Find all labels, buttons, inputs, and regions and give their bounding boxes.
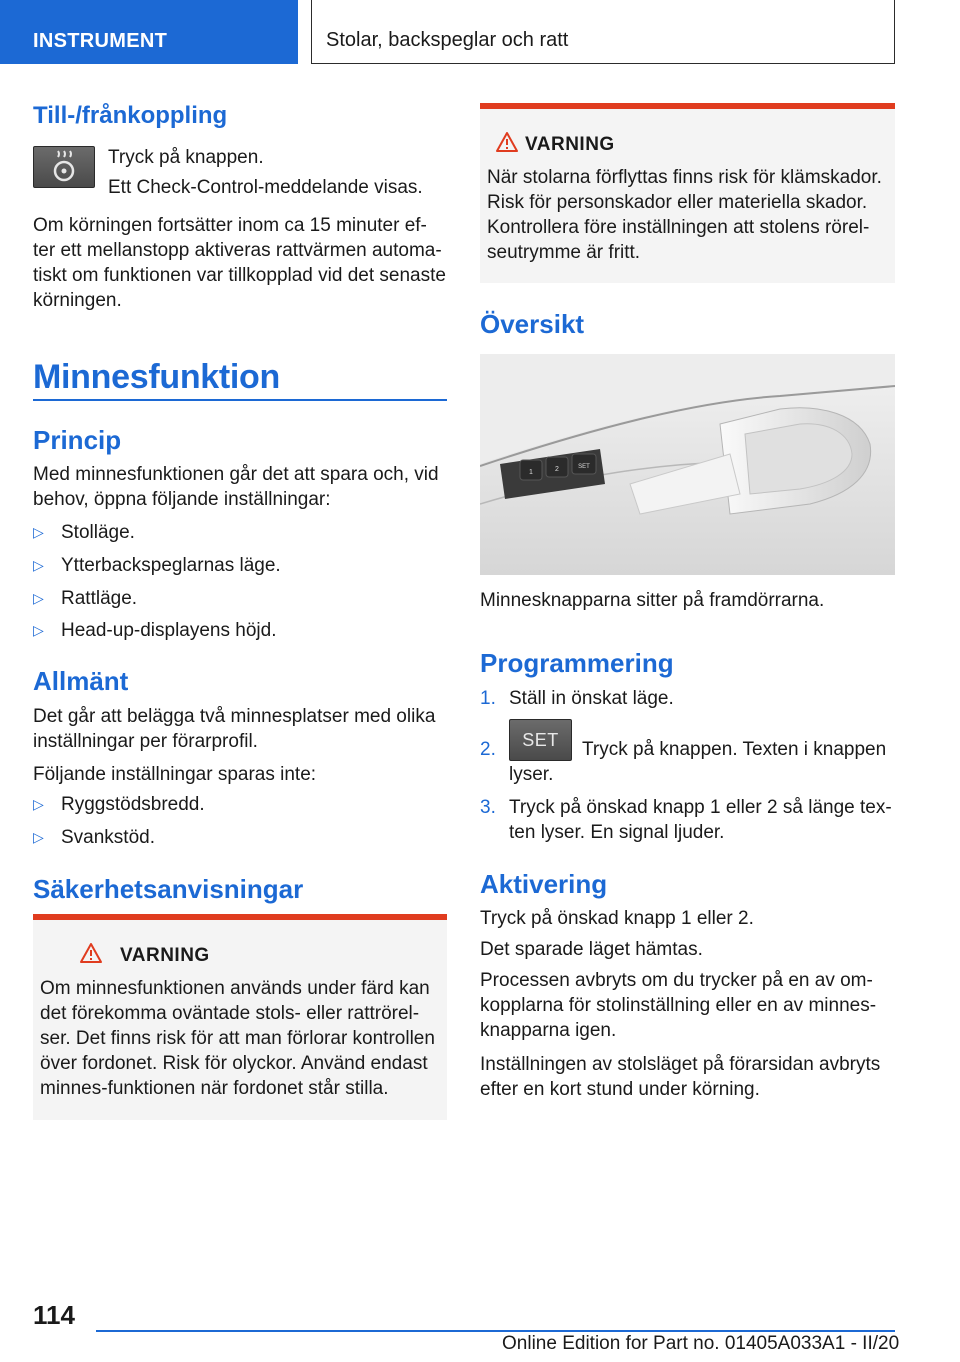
set-button-label: SET — [522, 729, 559, 750]
list-item-text: Stolläge. — [61, 522, 135, 543]
steering-wheel-heat-icon — [34, 147, 94, 187]
text-line: körningen. — [33, 290, 122, 311]
text-line: Med minnesfunktionen går det att spara och, vid — [33, 464, 439, 485]
heading-till: Till-/frånkoppling — [33, 102, 228, 129]
triangle-bullet-icon: ▷ — [33, 557, 44, 573]
triangle-bullet-icon: ▷ — [33, 590, 44, 606]
heading-sakerhet: Säkerhetsanvisningar — [33, 874, 304, 904]
heading-oversikt: Översikt — [480, 309, 585, 339]
heading-rule — [33, 399, 447, 401]
footer-rule — [96, 1330, 895, 1332]
step-number: 3. — [480, 797, 496, 818]
triangle-bullet-icon: ▷ — [33, 622, 44, 638]
triangle-bullet-icon: ▷ — [33, 524, 44, 540]
chapter-label: Stolar, backspeglar och ratt — [326, 29, 569, 51]
text-line: tiskt om funktionen var tillkopplad vid det senaste — [33, 265, 446, 286]
princip-paragraph — [33, 462, 453, 512]
door-panel-image — [480, 354, 895, 575]
step-number: 1. — [480, 688, 496, 709]
triangle-bullet-icon: ▷ — [33, 829, 44, 845]
warning-box — [480, 103, 895, 283]
prog-step-3-b: ten lyser. En signal ljuder. — [509, 822, 725, 843]
memory-button-2-label: 2 — [555, 466, 559, 473]
warning-title: VARNING — [120, 945, 210, 966]
warning-bar — [480, 103, 895, 109]
list-item-text: Rattläge. — [61, 588, 138, 609]
edition-text: Online Edition for Part no. 01405A033A1 - II/20 — [502, 1333, 900, 1354]
text-line: Om minnesfunktionen används under färd kan — [40, 978, 430, 999]
text-line: behov, öppna följande inställningar: — [33, 489, 331, 510]
heading-allmant: Allmänt — [33, 666, 129, 696]
step-number: 2. — [480, 739, 496, 760]
akt-paragraph-3 — [480, 968, 900, 1043]
list-item-text: Ryggstödsbredd. — [61, 794, 205, 815]
text-line: Kontrollera före inställningen att stolens rörel- — [487, 217, 870, 238]
section-label: INSTRUMENT — [33, 30, 168, 52]
prog-step-2-a: Tryck på knappen. Texten i knappen — [582, 739, 887, 760]
list-item-text: Head-up-displayens höjd. — [61, 620, 277, 641]
heading-aktivering: Aktivering — [480, 869, 608, 899]
text-line: När stolarna förflyttas finns risk för klämskador. — [487, 167, 882, 188]
text-line: ser. Det finns risk för att man förlorar kontrollen — [40, 1028, 435, 1049]
page-number: 114 — [33, 1300, 75, 1330]
text-line: Om körningen fortsätter inom ca 15 minuter ef- — [33, 215, 427, 236]
set-button-image — [509, 719, 572, 761]
akt-paragraph-4 — [480, 1052, 900, 1102]
text-line: seutrymme är fritt. — [487, 242, 641, 263]
till-step-1: Tryck på knappen. — [108, 147, 264, 168]
warning-text — [487, 165, 897, 265]
heading-minnesfunktion: Minnesfunktion — [33, 358, 280, 396]
text-line: efter en kort stund under körning. — [480, 1079, 760, 1100]
text-line: minnes-funktionen när fordonet står stilla. — [40, 1078, 389, 1099]
text-line: kopplarna för stolinställning eller en av minnes- — [480, 995, 877, 1016]
text-line: Det går att belägga två minnesplatser med olika — [33, 706, 436, 727]
till-step-2: Ett Check-Control-meddelande visas. — [108, 177, 423, 198]
prog-step-1: Ställ in önskat läge. — [509, 688, 674, 709]
section-tab — [0, 0, 298, 64]
heated-wheel-button-image — [33, 146, 95, 188]
memory-button-1-label: 1 — [529, 469, 533, 476]
heading-princip: Princip — [33, 425, 122, 455]
triangle-bullet-icon: ▷ — [33, 796, 44, 812]
warning-text — [40, 976, 450, 1101]
akt-paragraph-2: Det sparade läget hämtas. — [480, 939, 703, 960]
text-line: Processen avbryts om du trycker på en av om- — [480, 970, 873, 991]
heading-programmering: Programmering — [480, 648, 674, 678]
warning-triangle-icon — [79, 942, 103, 964]
text-line: det förekomma oväntade stols- eller rattrörel- — [40, 1003, 420, 1024]
allmant-paragraph-2: Följande inställningar sparas inte: — [33, 764, 317, 785]
door-memory-buttons-illustration — [480, 354, 895, 575]
chapter-tab — [311, 0, 895, 64]
list-item-text: Svankstöd. — [61, 827, 155, 848]
akt-paragraph-1: Tryck på önskad knapp 1 eller 2. — [480, 908, 754, 929]
text-line: inställningar per förarprofil. — [33, 731, 258, 752]
list-item-text: Ytterbackspeglarnas läge. — [61, 555, 281, 576]
prog-step-3-a: Tryck på önskad knapp 1 eller 2 så länge tex- — [509, 797, 892, 818]
prog-step-2-b: lyser. — [509, 764, 554, 785]
warning-bar — [33, 914, 447, 920]
text-line: över fordonet. Risk för olyckor. Använd endast — [40, 1053, 428, 1074]
text-line: Inställningen av stolsläget på förarsidan avbryts — [480, 1054, 881, 1075]
memory-set-button-label: SET — [578, 464, 590, 470]
warning-box — [33, 914, 447, 1120]
text-line: ter ett mellanstopp aktiveras rattvärmen automa- — [33, 240, 442, 261]
image-caption: Minnesknapparna sitter på framdörrarna. — [480, 590, 825, 611]
allmant-paragraph — [33, 704, 453, 754]
warning-triangle-icon — [495, 131, 519, 153]
text-line: knapparna igen. — [480, 1020, 617, 1041]
warning-title: VARNING — [525, 134, 615, 155]
till-paragraph — [33, 213, 453, 313]
text-line: Risk för personskador eller materiella skador. — [487, 192, 868, 213]
